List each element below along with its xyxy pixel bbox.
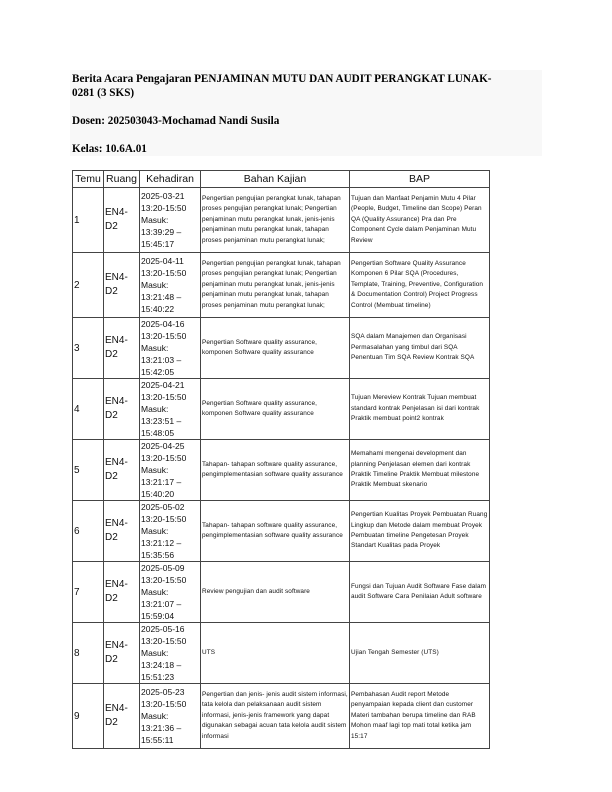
cell-temu: 2	[73, 253, 104, 318]
cell-kehadiran: 2025-05-02 13:20-15:50 Masuk: 13:21:12 – 15:35:56	[140, 501, 201, 562]
cell-temu: 6	[73, 501, 104, 562]
table-row	[73, 623, 490, 684]
table-row	[73, 379, 490, 440]
lecturer-info: Dosen: 202503043-Mochamad Nandi Susila	[72, 115, 280, 127]
column-header-bap: BAP	[350, 171, 490, 188]
table-row	[73, 318, 490, 379]
table-row	[73, 188, 490, 253]
cell-bahan-kajian: Pengertian pengujian perangkat lunak, tahapan proses pengujian perangkat lunak; Pengertian penjaminan mutu perangkat lunak, jenis-jenis penjaminan mutu perangkat lunak, tahapan proses penjaminan mutu perangkat lunak;	[201, 253, 350, 318]
cell-kehadiran: 2025-03-21 13:20-15:50 Masuk: 13:39:29 – 15:45:17	[140, 188, 201, 253]
cell-kehadiran: 2025-05-16 13:20-15:50 Masuk: 13:24:18 – 15:51:23	[140, 623, 201, 684]
table-header-row	[73, 171, 490, 188]
cell-ruang: EN4-D2	[104, 623, 140, 684]
cell-temu: 5	[73, 440, 104, 501]
table-row	[73, 440, 490, 501]
cell-bahan-kajian: Tahapan- tahapan software quality assurance, pengimplementasian software quality assurance	[201, 501, 350, 562]
cell-bahan-kajian: Tahapan- tahapan software quality assurance, pengimplementasian software quality assurance	[201, 440, 350, 501]
column-header-ruang: Ruang	[104, 171, 140, 188]
cell-bahan-kajian: Pengertian Software quality assurance, komponen Software quality assurance	[201, 379, 350, 440]
cell-temu: 8	[73, 623, 104, 684]
document-title-line-2: 0281 (3 SKS)	[72, 87, 135, 99]
cell-bap: Pembahasan Audit report Metode penyampaian kepada client dan customer Materi tambahan berupa timeline dan RAB Mohon maaf lagi top mati total ketika jam 15:17	[350, 684, 490, 749]
cell-bap: Ujian Tengah Semester (UTS)	[350, 623, 490, 684]
cell-bahan-kajian: UTS	[201, 623, 350, 684]
cell-ruang: EN4-D2	[104, 188, 140, 253]
cell-kehadiran: 2025-04-25 13:20-15:50 Masuk: 13:21:17 – 15:40:20	[140, 440, 201, 501]
table-row	[73, 253, 490, 318]
cell-kehadiran: 2025-04-11 13:20-15:50 Masuk: 13:21:48 – 15:40:22	[140, 253, 201, 318]
cell-ruang: EN4-D2	[104, 440, 140, 501]
document-header	[70, 70, 542, 156]
cell-ruang: EN4-D2	[104, 501, 140, 562]
cell-bap: Pengertian Software Quality Assurance Komponen 6 Pilar SQA (Procedures, Template, Training, Preventive, Configuration & Documentation Control) Project Progress Control (Membuat timeline)	[350, 253, 490, 318]
cell-bap: Fungsi dan Tujuan Audit Software Fase dalam audit Software Cara Penilaian Adult software	[350, 562, 490, 623]
cell-temu: 9	[73, 684, 104, 749]
cell-bap: Tujuan Mereview Kontrak Tujuan membuat standard kontrak Penjelasan isi dari kontrak Praktik membuat point2 kontrak	[350, 379, 490, 440]
cell-kehadiran: 2025-04-21 13:20-15:50 Masuk: 13:23:51 – 15:48:05	[140, 379, 201, 440]
cell-bap: Tujuan dan Manfaat Penjamin Mutu 4 Pilar (People, Budget, Timeline dan Scope) Peran QA (Quality Assurance) Pra dan Pre Component Cycle dalam Penjaminan Mutu Review	[350, 188, 490, 253]
cell-bahan-kajian: Pengertian Software quality assurance, komponen Software quality assurance	[201, 318, 350, 379]
cell-temu: 4	[73, 379, 104, 440]
cell-temu: 3	[73, 318, 104, 379]
table-row	[73, 684, 490, 749]
cell-kehadiran: 2025-05-09 13:20-15:50 Masuk: 13:21:07 – 15:59:04	[140, 562, 201, 623]
class-info: Kelas: 10.6A.01	[72, 143, 147, 155]
cell-kehadiran: 2025-04-16 13:20-15:50 Masuk: 13:21:03 – 15:42:05	[140, 318, 201, 379]
document-title-line-1: Berita Acara Pengajaran PENJAMINAN MUTU DAN AUDIT PERANGKAT LUNAK-	[72, 73, 492, 85]
cell-ruang: EN4-D2	[104, 253, 140, 318]
cell-bahan-kajian: Pengertian dan jenis- jenis audit sistem informasi, tata kelola dan pelaksanaan audit sistem informasi, jenis-jenis framework yang dapat digunakan sebagai acuan tata kelola audit sistem informasi	[201, 684, 350, 749]
cell-bahan-kajian: Pengertian pengujian perangkat lunak, tahapan proses pengujian perangkat lunak; Pengertian penjaminan mutu perangkat lunak, jenis-jenis penjaminan mutu perangkat lunak, tahapan proses penjaminan mutu perangkat lunak;	[201, 188, 350, 253]
column-header-temu: Temu	[73, 171, 104, 188]
cell-bahan-kajian: Review pengujian dan audit software	[201, 562, 350, 623]
table-row	[73, 562, 490, 623]
cell-ruang: EN4-D2	[104, 379, 140, 440]
column-header-kehadiran: Kehadiran	[140, 171, 201, 188]
column-header-bahan-kajian: Bahan Kajian	[201, 171, 350, 188]
cell-bap: SQA dalam Manajemen dan Organisasi Permasalahan yang timbul dari SQA Penentuan Tim SQA Review Kontrak SQA	[350, 318, 490, 379]
cell-temu: 7	[73, 562, 104, 623]
cell-kehadiran: 2025-05-23 13:20-15:50 Masuk: 13:21:36 – 15:55:11	[140, 684, 201, 749]
cell-ruang: EN4-D2	[104, 318, 140, 379]
cell-bap: Memahami mengenai development dan planning Penjelasan elemen dari kontrak Praktik Timeline Praktik Membuat milestone Praktik Membuat skenario	[350, 440, 490, 501]
cell-bap: Pengertian Kualitas Proyek Pembuatan Ruang Lingkup dan Metode dalam membuat Proyek Pembuatan timeline Pengetesan Proyek Standart Kualitas pada Proyek	[350, 501, 490, 562]
bap-table	[72, 170, 490, 749]
cell-ruang: EN4-D2	[104, 684, 140, 749]
table-row	[73, 501, 490, 562]
cell-ruang: EN4-D2	[104, 562, 140, 623]
cell-temu: 1	[73, 188, 104, 253]
